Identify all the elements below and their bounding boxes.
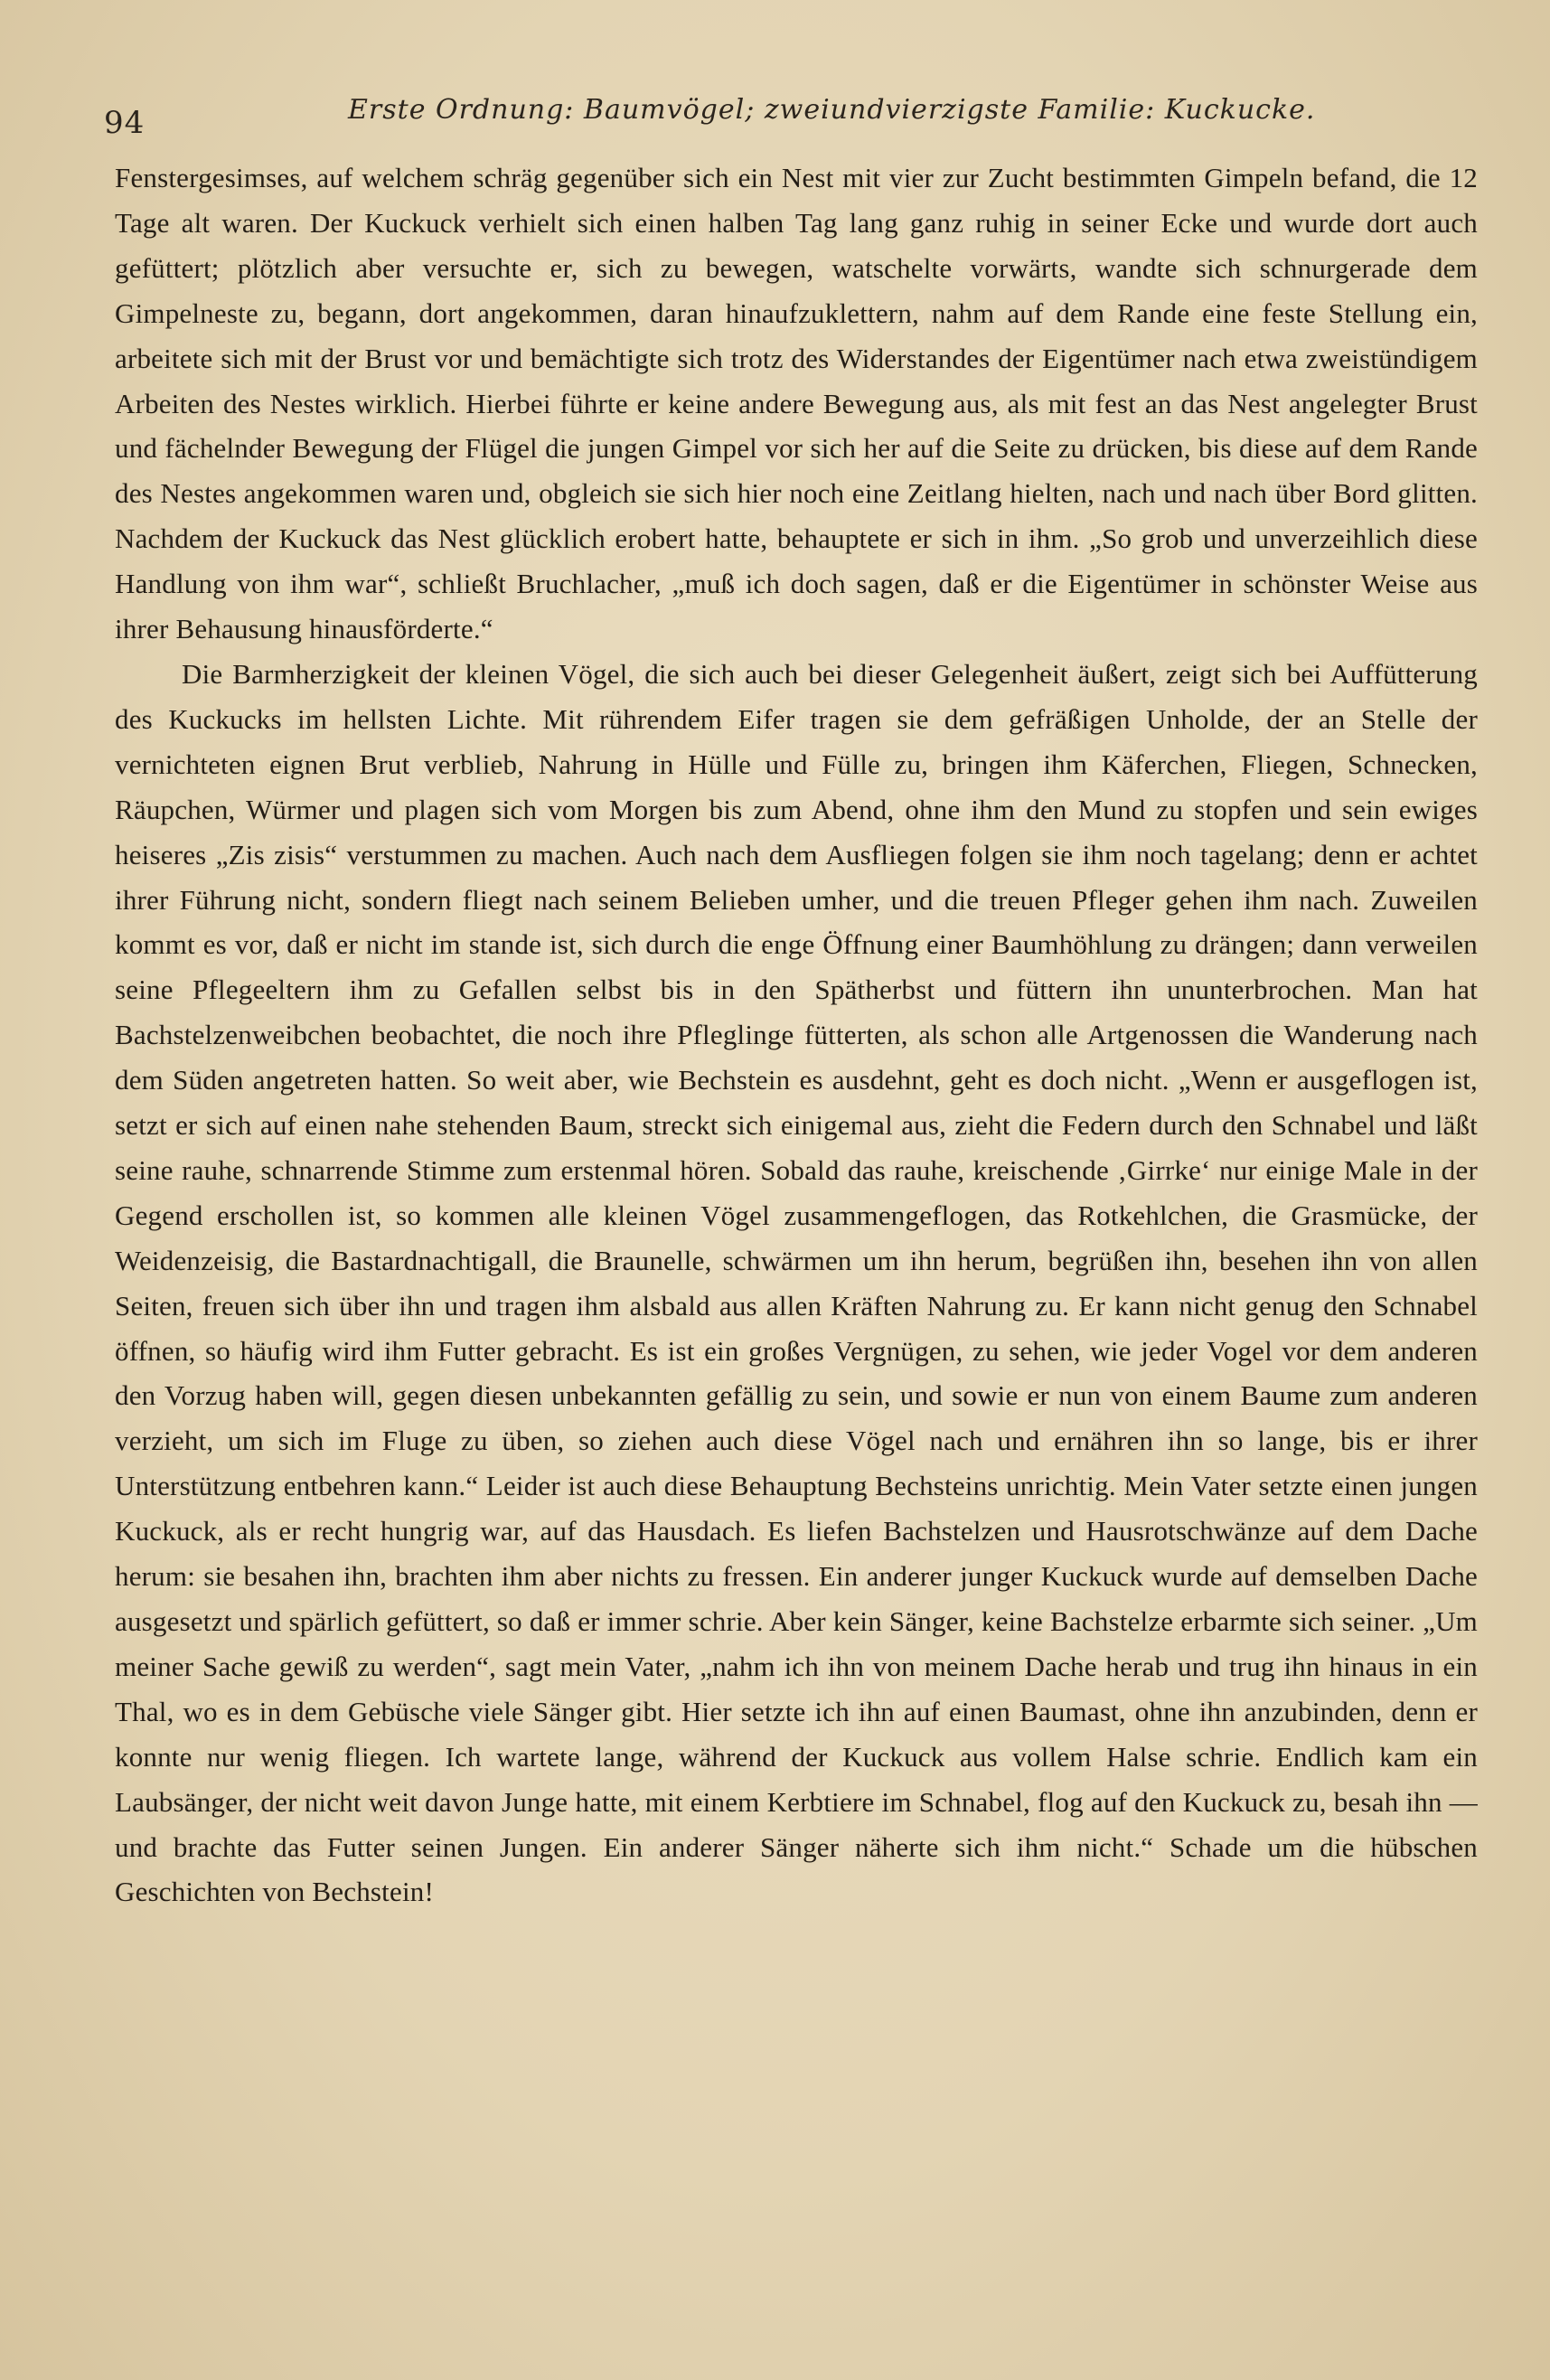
body-text bbox=[115, 155, 1478, 1914]
page-header bbox=[104, 89, 1464, 143]
page-number: 94 bbox=[104, 105, 146, 141]
paragraph: Die Barmherzigkeit der kleinen Vögel, die sich auch bei dieser Gelegenheit äußert, zeigt sich bei Auffütterung des Kuckucks im hellsten Lichte. Mit rührendem Eifer tragen sie dem gefräßigen Unholde, der an Stelle der vernichteten eignen Brut verblieb, Nahrung in Hülle und Fülle zu, bringen ihm Käferchen, Fliegen, Schnecken, Räupchen, Würmer und plagen sich vom Morgen bis zum Abend, ohne ihm den Mund zu stopfen und sein ewiges heiseres „Zis zisis“ verstummen zu machen. Auch nach dem Ausfliegen folgen sie ihm noch tagelang; denn er achtet ihrer Führung nicht, sondern fliegt nach seinem Belieben umher, und die treuen Pfleger gehen ihm nach. Zuweilen kommt es vor, daß er nicht im stande ist, sich durch die enge Öffnung einer Baumhöhlung zu drängen; dann verweilen seine Pflegeeltern ihm zu Gefallen selbst bis in den Spätherbst und füttern ihn ununterbrochen. Man hat Bachstelzenweibchen beobachtet, die noch ihre Pfleglinge fütterten, als schon alle Artgenossen die Wanderung nach dem Süden angetreten hatten. So weit aber, wie Bechstein es ausdehnt, geht es doch nicht. „Wenn er ausgeflogen ist, setzt er sich auf einen nahe stehenden Baum, streckt sich einigemal aus, zieht die Federn durch den Schnabel und läßt seine rauhe, schnarrende Stimme zum erstenmal hören. Sobald das rauhe, kreischende ‚Girrke‘ nur einige Male in der Gegend erschollen ist, so kommen alle kleinen Vögel zusammengeflogen, das Rotkehlchen, die Grasmücke, der Weidenzeisig, die Bastardnachtigall, die Braunelle, schwärmen um ihn herum, begrüßen ihn, besehen ihn von allen Seiten, freuen sich über ihn und tragen ihm alsbald aus allen Kräften Nahrung zu. Er kann nicht genug den Schnabel öffnen, so häufig wird ihm Futter gebracht. Es ist ein großes Vergnügen, zu sehen, wie jeder Vogel vor dem anderen den Vorzug haben will, gegen diesen unbekannten gefällig zu sein, und sowie er nun von einem Baume zum anderen verzieht, um sich im Fluge zu üben, so ziehen auch diese Vögel nach und ernähren ihn so lange, bis er ihrer Unterstützung entbehren kann.“ Leider ist auch diese Behauptung Bechsteins unrichtig. Mein Vater setzte einen jungen Kuckuck, als er recht hungrig war, auf das Hausdach. Es liefen Bachstelzen und Hausrotschwänze auf dem Dache herum: sie besahen ihn, brachten ihm aber nichts zu fressen. Ein anderer junger Kuckuck wurde auf demselben Dache ausgesetzt und spärlich gefüttert, so daß er immer schrie. Aber kein Sänger, keine Bachstelze erbarmte sich seiner. „Um meiner Sache gewiß zu werden“, sagt mein Vater, „nahm ich ihn von meinem Dache herab und trug ihn hinaus in ein Thal, wo es in dem Gebüsche viele Sänger gibt. Hier setzte ich ihn auf einen Baumast, ohne ihn anzubinden, denn er konnte nur wenig fliegen. Ich wartete lange, während der Kuckuck aus vollem Halse schrie. Endlich kam ein Laubsänger, der nicht weit davon Junge hatte, mit einem Kerbtiere im Schnabel, flog auf den Kuckuck zu, besah ihn — und brachte das Futter seinen Jungen. Ein anderer Sänger näherte sich ihm nicht.“ Schade um die hübschen Geschichten von Bechstein! bbox=[115, 657, 1478, 1908]
running-head: Erste Ordnung: Baumvögel; zweiundvierzigste Familie: Kuckucke. bbox=[348, 94, 1316, 126]
paragraph-continuation: Fenstergesimses, auf welchem schräg gegenüber sich ein Nest mit vier zur Zucht bestimmten Gimpeln befand, die 12 Tage alt waren. Der Kuckuck verhielt sich einen halben Tag lang ganz ruhig in seiner Ecke und wurde dort auch gefüttert; plötzlich aber versuchte er, sich zu bewegen, watschelte vorwärts, wandte sich schnurgerade dem Gimpelneste zu, begann, dort angekommen, daran hinaufzuklettern, nahm auf dem Rande eine feste Stellung ein, arbeitete sich mit der Brust vor und bemächtigte sich trotz des Widerstandes der Eigentümer nach etwa zweistündigem Arbeiten des Nestes wirklich. Hierbei führte er keine andere Bewegung aus, als mit fest an das Nest angelegter Brust und fächelnder Bewegung der Flügel die jungen Gimpel vor sich her auf die Seite zu drücken, bis diese auf dem Rande des Nestes angekommen waren und, obgleich sie sich hier noch eine Zeitlang hielten, nach und nach über Bord glitten. Nachdem der Kuckuck das Nest glücklich erobert hatte, behauptete er sich in ihm. „So grob und unverzeihlich diese Handlung von ihm war“, schließt Bruchlacher, „muß ich doch sagen, daß er die Eigentümer in schönster Weise aus ihrer Behausung hinausförderte.“ bbox=[115, 162, 1478, 645]
